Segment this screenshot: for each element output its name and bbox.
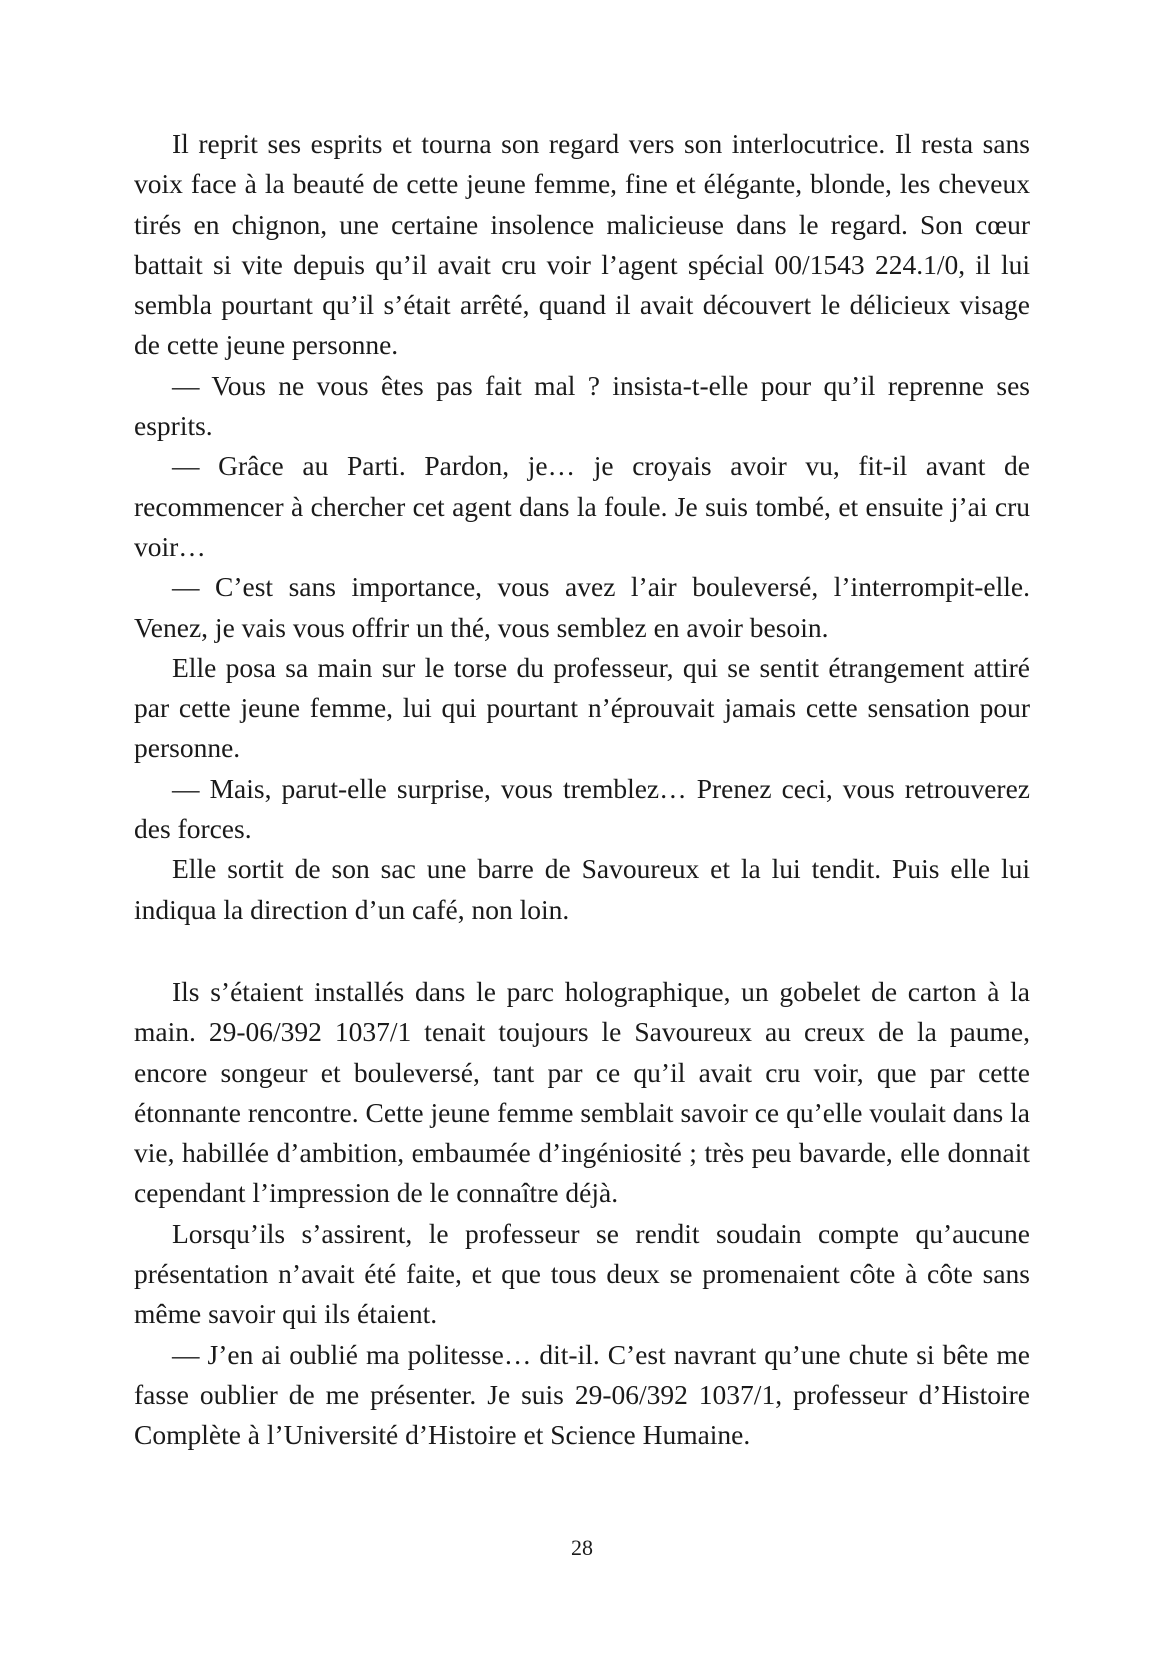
paragraph: Lorsqu’ils s’assirent, le professeur se rendit soudain compte qu’aucune présentation n’avait été faite, et que tous deux se promenaient côte à côte sans même savoir qui ils étaient. (134, 1217, 1030, 1330)
page-number: 28 (571, 1535, 593, 1560)
dialogue-paragraph: — Vous ne vous êtes pas fait mal ? insista-t-elle pour qu’il reprenne ses esprits. (134, 369, 1030, 442)
dialogue-paragraph: — Mais, parut-elle surprise, vous tremblez… Prenez ceci, vous retrouverez des forces. (134, 772, 1030, 845)
dialogue-paragraph: — J’en ai oublié ma politesse… dit-il. C’est navrant qu’une chute si bête me fasse oublier de me présenter. Je suis 29-06/392 1037/1, professeur d’Histoire Complète à l’Université d’Histoire et Science Humaine. (134, 1338, 1030, 1451)
paragraph: Elle sortit de son sac une barre de Savoureux et la lui tendit. Puis elle lui indiqua la direction d’un café, non loin. (134, 853, 1030, 925)
text-section-1 (134, 124, 1030, 930)
dialogue-paragraph: — Grâce au Parti. Pardon, je… je croyais avoir vu, fit-il avant de recommencer à chercher cet agent dans la foule. Je suis tombé, et ensuite j’ai cru voir… (134, 450, 1030, 562)
dialogue-paragraph: — C’est sans importance, vous avez l’air bouleversé, l’interrompit-elle. Venez, je vais vous offrir un thé, vous semblez en avoir besoin. (134, 571, 1030, 643)
text-section-2 (134, 972, 1030, 1456)
paragraph: Elle posa sa main sur le torse du professeur, qui se sentit étrangement attiré par cette jeune femme, lui qui pourtant n’éprouvait jamais cette sensation pour personne. (134, 651, 1030, 764)
paragraph: Il reprit ses esprits et tourna son regard vers son interlocutrice. Il resta sans voix face à la beauté de cette jeune femme, fine et élégante, blonde, les cheveux tirés en chignon, une certaine insolence malicieuse dans le regard. Son cœur battait si vite depuis qu’il avait cru voir l’agent spécial 00/1543 224.1/0, il lui sembla pourtant qu’il s’était arrêté, quand il avait découvert le délicieux visage de cette jeune personne. (134, 128, 1030, 361)
paragraph: Ils s’étaient installés dans le parc holographique, un gobelet de carton à la main. 29-06/392 1037/1 tenait toujours le Savoureux au creux de la paume, encore songeur et bouleversé, tant par ce qu’il avait cru voir, que par cette étonnante rencontre. Cette jeune femme semblait savoir ce qu’elle voulait dans la vie, habillée d’ambition, embaumée d’ingéniosité ; très peu bavarde, elle donnait cependant l’impression de le connaître déjà. (134, 976, 1030, 1209)
